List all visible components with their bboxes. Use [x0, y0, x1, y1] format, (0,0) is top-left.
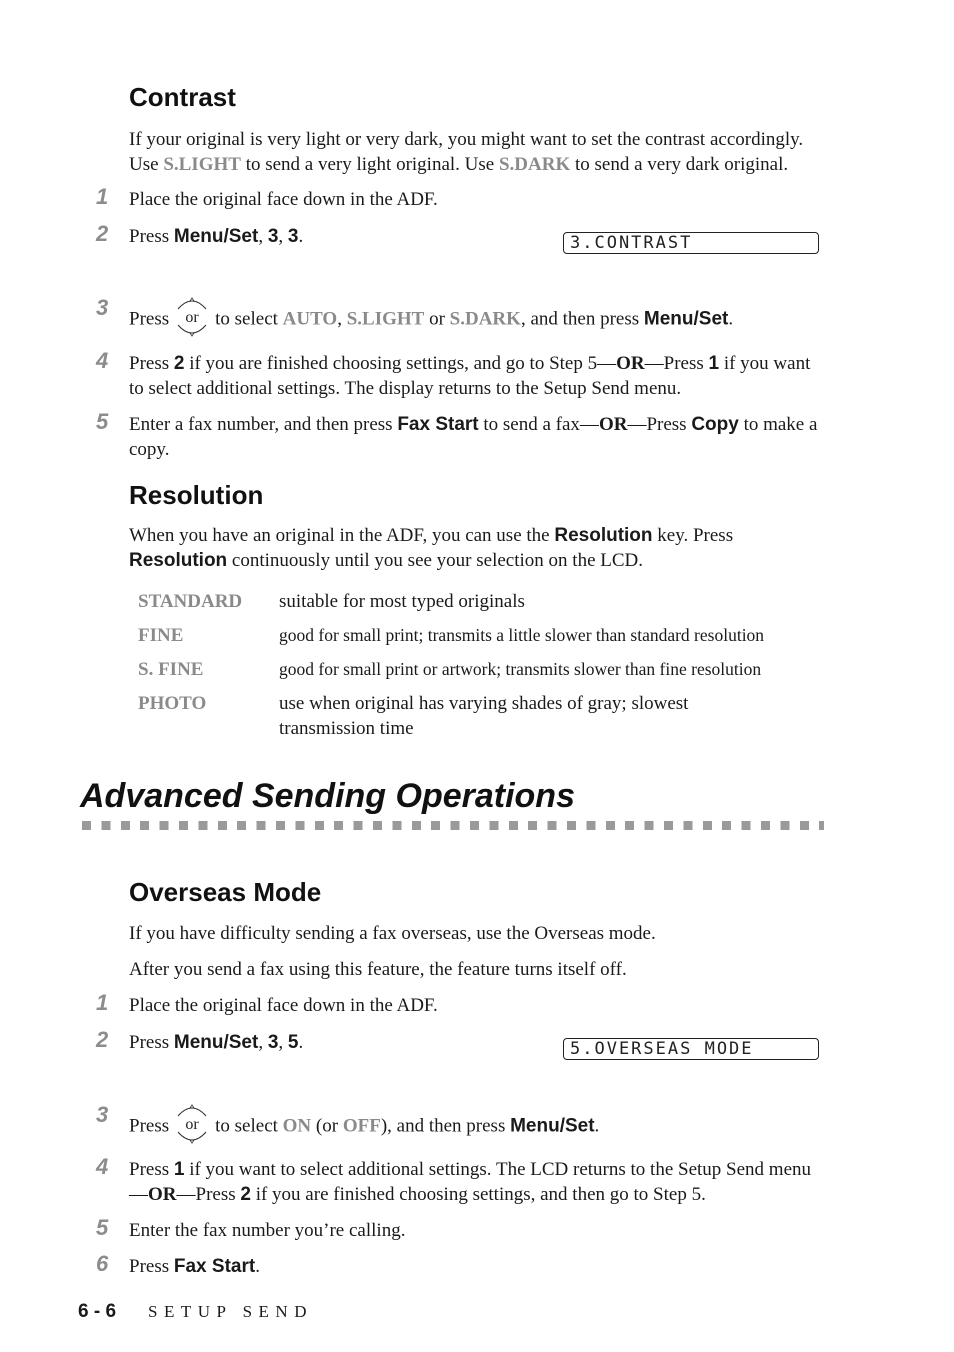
step-text: —Press: [627, 414, 692, 435]
key-digit: 2: [240, 1184, 251, 1205]
resolution-desc: use when original has varying shades of gray; slowest transmission time: [279, 693, 689, 739]
section-divider: [82, 821, 824, 830]
contrast-heading: Contrast: [129, 82, 236, 112]
resolution-heading: Resolution: [129, 480, 264, 510]
step-text: Press: [129, 353, 174, 374]
intro-text: When you have an original in the ADF, you can use the: [129, 525, 555, 546]
step-text: .: [728, 308, 734, 330]
step-text: to select: [215, 1115, 283, 1137]
overseas-p1: If you have difficulty sending a fax overseas, use the Overseas mode.: [129, 923, 656, 944]
lcd-display-overseas: 5.OVERSEAS MODE: [563, 1038, 819, 1060]
step-text: .: [298, 1032, 304, 1053]
key-resolution: Resolution: [129, 550, 228, 571]
step-text: Enter a fax number, and then press: [129, 414, 398, 435]
key-digit: 3: [267, 226, 279, 247]
step-text: ,: [258, 1032, 268, 1053]
advanced-heading: Advanced Sending Operations: [80, 777, 575, 815]
overseas-p2: After you send a fax using this feature, the feature turns itself off.: [129, 959, 627, 980]
intro-text: key. Press: [652, 525, 734, 546]
key-digit: 3: [287, 226, 299, 247]
step-text: —Press: [644, 353, 709, 374]
step-text: Press: [129, 1032, 174, 1053]
step-number: 4: [96, 1154, 109, 1179]
option-s-light: S.LIGHT: [346, 308, 425, 330]
step-number: 3: [96, 295, 109, 320]
step-number: 6: [96, 1251, 109, 1276]
step-text: .: [594, 1115, 600, 1137]
step-text: ,: [278, 1032, 288, 1053]
or-word: OR: [616, 353, 645, 374]
key-digit: 1: [708, 353, 720, 374]
step-text: —Press: [176, 1184, 241, 1205]
step-number: 2: [96, 221, 109, 246]
key-menu-set: Menu/Set: [173, 226, 259, 247]
option-off: OFF: [342, 1115, 381, 1137]
intro-text: If your original is very light or very dark, you might want to set the contrast accordingly. Use: [129, 129, 804, 175]
overseas-step-4: [129, 1157, 829, 1207]
step-text: ), and then press: [380, 1115, 511, 1137]
step-text: Press: [129, 308, 170, 330]
contrast-step-4: [129, 351, 829, 401]
step-number: 1: [96, 184, 109, 209]
overseas-step-5: Enter the fax number you’re calling.: [129, 1220, 406, 1241]
step-text: Press: [129, 1256, 174, 1277]
step-text: if you are finished choosing settings, and go to Step 5—: [184, 353, 617, 374]
key-fax-start: Fax Start: [397, 414, 479, 435]
step-text: or: [424, 308, 450, 330]
option-s-light: S.LIGHT: [163, 154, 241, 175]
step-text: to select: [215, 308, 283, 330]
key-menu-set: Menu/Set: [173, 1032, 259, 1053]
option-auto: AUTO: [282, 308, 338, 330]
step-text: to send a fax—: [478, 414, 599, 435]
step-text: Press: [129, 1159, 174, 1180]
key-digit: 2: [173, 353, 185, 374]
overseas-step-3: [129, 1105, 829, 1149]
resolution-desc: suitable for most typed originals: [279, 591, 525, 612]
step-text: .: [298, 226, 304, 247]
step-number: 1: [96, 990, 109, 1015]
step-text: to make a copy.: [129, 414, 818, 460]
intro-text: to send a very light original. Use: [240, 154, 499, 175]
contrast-step-5: [129, 412, 829, 462]
or-word: OR: [148, 1184, 177, 1205]
navkey-label: or: [185, 309, 199, 326]
key-menu-set: Menu/Set: [643, 308, 729, 330]
contrast-step-3: [129, 298, 829, 342]
overseas-heading: Overseas Mode: [129, 877, 322, 907]
step-text: .: [255, 1256, 260, 1277]
key-fax-start: Fax Start: [173, 1256, 256, 1277]
step-text: ,: [337, 308, 347, 330]
option-s-dark: S.DARK: [498, 154, 571, 175]
section-name: SETUP SEND: [148, 1302, 313, 1321]
resolution-key: PHOTO: [138, 693, 207, 714]
contrast-step-1: Place the original face down in the ADF.: [129, 189, 438, 210]
resolution-intro: [129, 523, 829, 573]
resolution-key: FINE: [138, 625, 184, 646]
step-number: 3: [96, 1102, 109, 1127]
key-resolution: Resolution: [554, 525, 653, 546]
key-menu-set: Menu/Set: [510, 1115, 595, 1137]
navigation-key-icon: [175, 295, 209, 339]
page-number: 6 - 6: [78, 1301, 117, 1322]
step-text: Press: [129, 226, 174, 247]
step-text: ,: [258, 226, 268, 247]
key-digit: 3: [267, 1032, 279, 1053]
navkey-label: or: [185, 1116, 199, 1133]
or-word: OR: [598, 414, 628, 435]
step-text: (or: [311, 1115, 343, 1137]
key-digit: 1: [173, 1159, 185, 1180]
resolution-desc: good for small print or artwork; transmits slower than fine resolution: [279, 659, 762, 679]
step-text: ,: [278, 226, 288, 247]
intro-text: to send a very dark original.: [570, 154, 789, 175]
step-text: if you want to select additional settings. The display returns to the Setup Send menu.: [129, 353, 811, 399]
step-text: , and then press: [520, 308, 644, 330]
navigation-key-icon: [175, 1102, 209, 1146]
step-text: if you are finished choosing settings, and then go to Step 5.: [250, 1184, 706, 1205]
step-number: 5: [96, 409, 109, 434]
step-text: if you want to select additional settings. The LCD returns to the Setup Send menu—: [129, 1159, 811, 1205]
intro-text: continuously until you see your selection on the LCD.: [227, 550, 644, 571]
option-on: ON: [282, 1115, 312, 1137]
step-number: 2: [96, 1027, 109, 1052]
overseas-step-1: Place the original face down in the ADF.: [129, 995, 438, 1016]
lcd-display-contrast: 3.CONTRAST: [563, 232, 819, 254]
resolution-key: S. FINE: [138, 659, 204, 680]
key-digit: 5: [287, 1032, 299, 1053]
resolution-desc: good for small print; transmits a little slower than standard resolution: [279, 625, 765, 645]
step-text: Press: [129, 1115, 170, 1137]
option-s-dark: S.DARK: [449, 308, 521, 330]
step-number: 5: [96, 1215, 109, 1240]
contrast-intro: [129, 127, 829, 177]
key-copy: Copy: [691, 414, 739, 435]
resolution-key: STANDARD: [138, 591, 243, 612]
overseas-step-6: [129, 1254, 829, 1279]
step-number: 4: [96, 348, 109, 373]
